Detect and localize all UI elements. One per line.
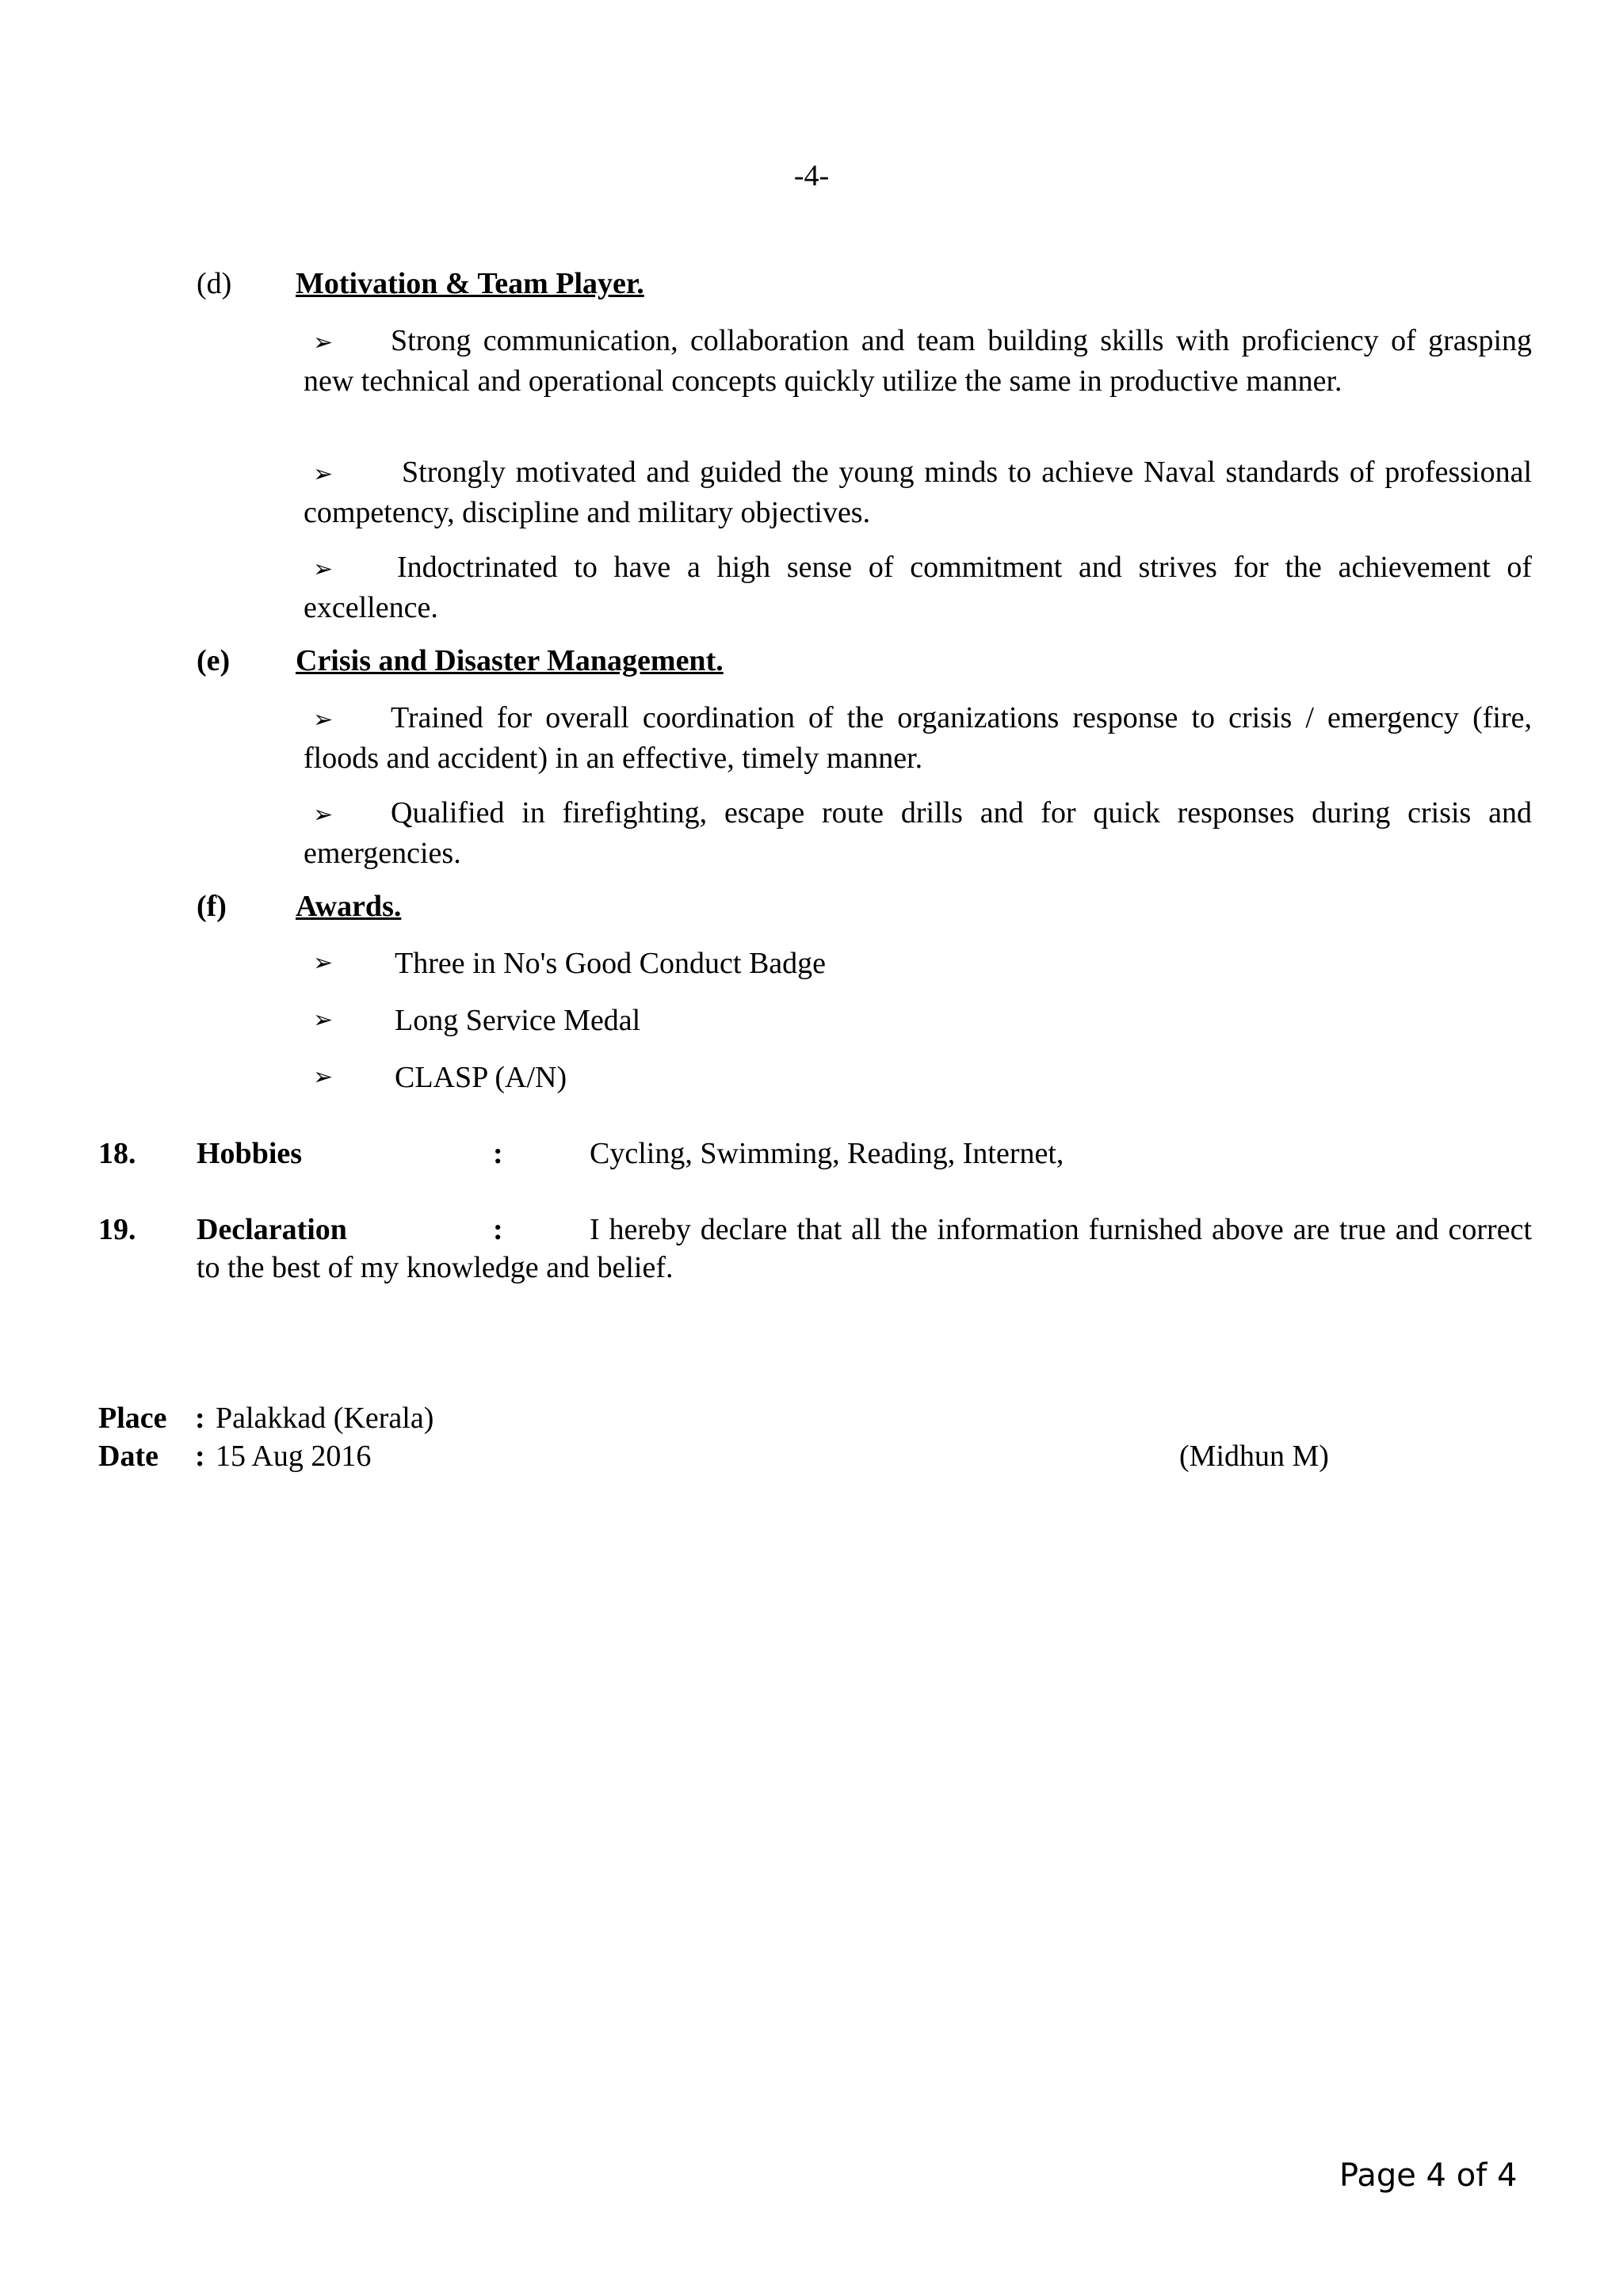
section-d-bullet-3: ➢ Indoctrinated to have a high sense of commitment and strives for the achievement of excellence. [304,551,1532,624]
hobbies-number: 18. [98,1137,136,1170]
section-d-bullet-2: ➢ Strongly motivated and guided the young minds to achieve Naval standards of professional competency, discipline and military objectives. [304,456,1532,529]
page-footer: Page 4 of 4 [1339,2157,1518,2194]
page-number: -4- [793,159,830,193]
date-value: 15 Aug 2016 [216,1440,372,1473]
section-e-bullet-2: ➢ Qualified in firefighting, escape route drills and for quick responses during crisis and emergencies. [304,796,1532,870]
section-f-label: (f) [197,890,227,923]
arrowhead-bullet-icon: ➢ [313,949,334,977]
section-d-title: Motivation & Team Player. [296,267,644,300]
declaration-block [197,1211,1532,1287]
hobbies-value: Cycling, Swimming, Reading, Internet, [590,1137,1064,1170]
hobbies-colon: : [493,1137,503,1170]
section-e-label: (e) [197,644,231,677]
place-label: Place [98,1402,167,1435]
section-d-bullet-1: ➢ Strong communication, collaboration and team building skills with proficiency of grasping new technical and operational concepts quickly utilize the same in productive manner. [304,324,1532,398]
date-label: Date [98,1440,158,1473]
date-colon: : [195,1440,205,1473]
resume-page: -4- (d) Motivation & Team Player. ➢ Strong communication, collaboration and team building skills with proficiency of grasping new technical and operational concepts quickly utilize the same in productive manner. ➢ Strongly motivated and guided the young minds to achieve Naval standards of professional competency, discipline and military objectives. ➢ Indoctrinated to have a high sense of commitment and strives for the achievement of excellence. (e) Crisis and Disaster Management. ➢ Trained for overall coordination of the organizations response to crisis / emergency (fire, floods and accident) in an effective, timely manner. ➢ Qualified in firefighting, escape route drills and for quick responses during crisis and emergencies. (f) Awards. ➢ Three in No's Good Conduct Badge ➢ Long Service Medal ➢ CLASP (A/N) 18. Hobbies : Cycling, Swimming, Reading, Internet, 19. Declaration : I hereby declare that all the information furnished above are true and correct to the best of my knowledge and belief. Place : Palakkad (Kerala) Date : 15 Aug 2016 (Midhun M) Page 4 of 4 [0,0,1623,2296]
hobbies-label: Hobbies [197,1137,303,1170]
arrowhead-bullet-icon: ➢ [313,460,334,488]
place-value: Palakkad (Kerala) [216,1402,434,1435]
arrowhead-bullet-icon: ➢ [313,801,334,829]
section-e-bullet-1: ➢ Trained for overall coordination of the organizations response to crisis / emergency (fire, floods and accident) in an effective, timely manner. [304,701,1532,775]
arrowhead-bullet-icon: ➢ [313,555,334,583]
arrowhead-bullet-icon: ➢ [313,706,334,734]
signature-name: (Midhun M) [1179,1440,1329,1473]
declaration-colon: : [493,1213,503,1246]
place-colon: : [195,1402,205,1435]
declaration-number: 19. [98,1213,136,1246]
section-f-title: Awards. [296,890,402,923]
arrowhead-bullet-icon: ➢ [313,329,334,357]
arrowhead-bullet-icon: ➢ [313,1063,334,1091]
section-e-title: Crisis and Disaster Management. [296,644,724,677]
section-d-label: (d) [197,267,232,300]
arrowhead-bullet-icon: ➢ [313,1006,334,1034]
declaration-text: I hereby declare that all the information furnished above are true and correct to the best of my knowledge and belief. [197,1213,1532,1284]
declaration-label: Declaration [197,1213,347,1246]
